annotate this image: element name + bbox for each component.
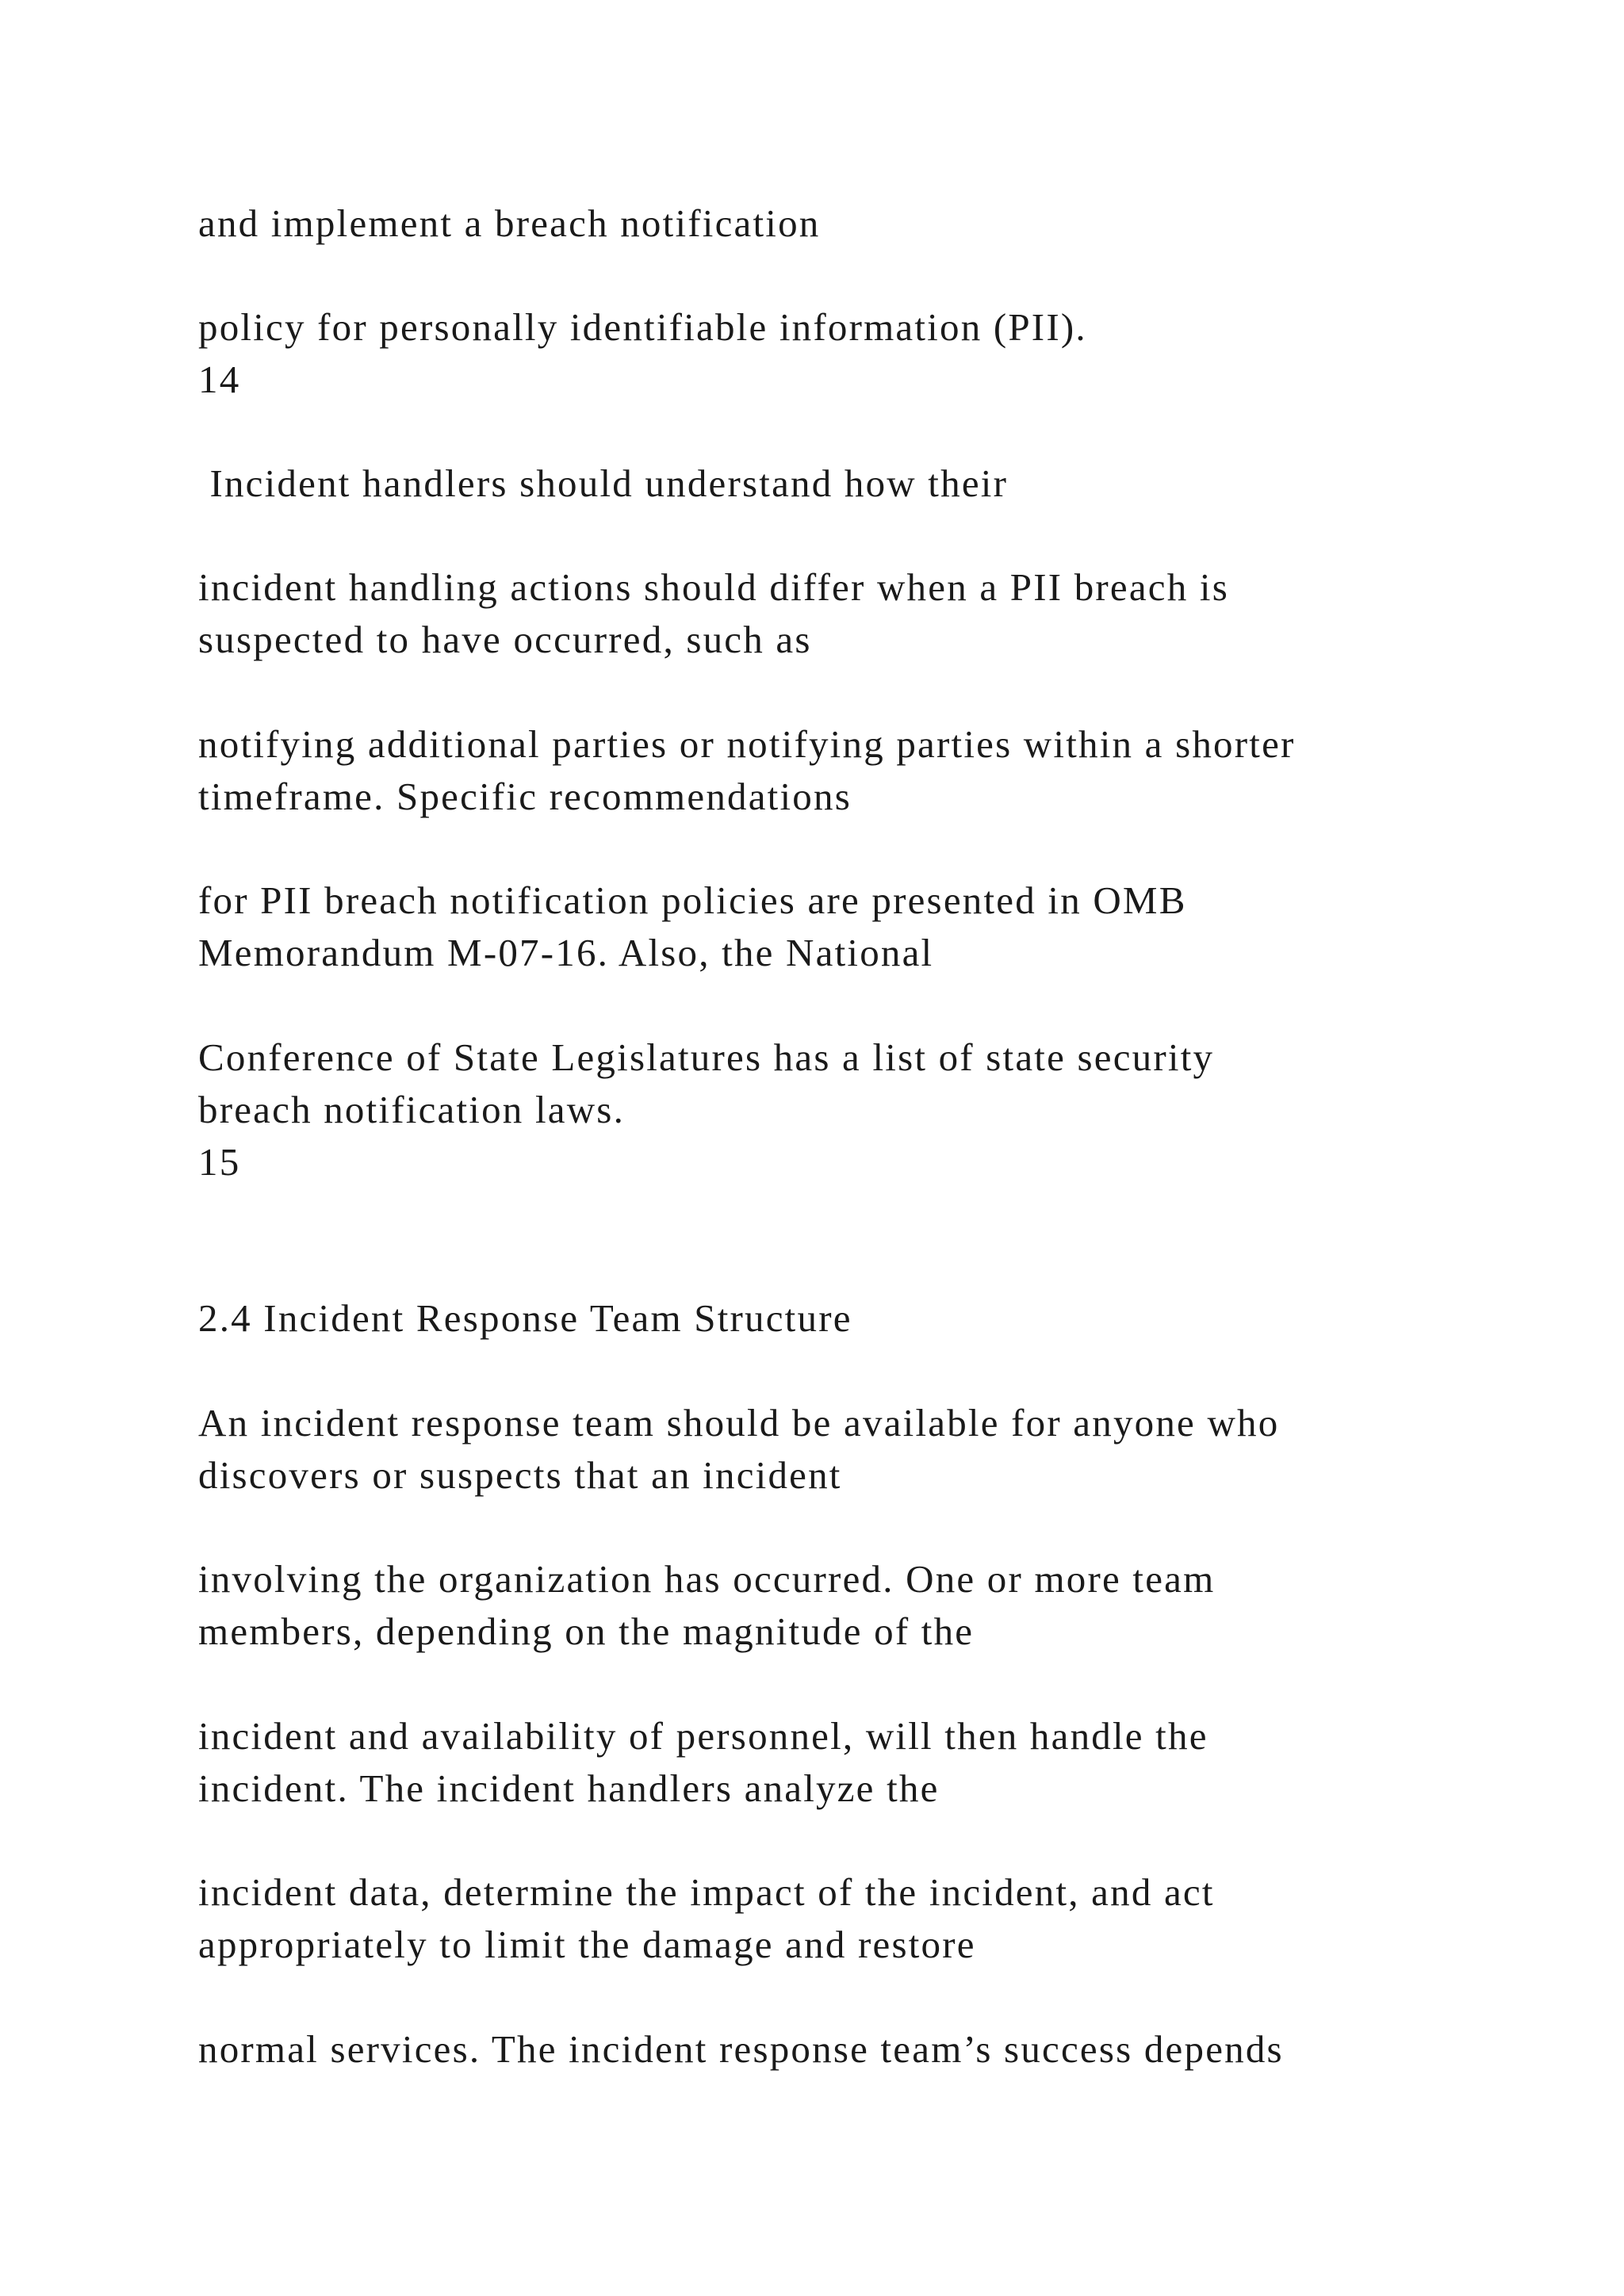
text-line: and implement a breach notification [198, 201, 821, 245]
text-line: incident handling actions should differ when a PII breach is [198, 565, 1229, 609]
section-heading: 2.4 Incident Response Team Structure [198, 1296, 852, 1340]
text-line: notifying additional parties or notifying parties within a shorter [198, 722, 1296, 766]
text-line: members, depending on the magnitude of the [198, 1609, 975, 1653]
text-line: normal services. The incident response team’s success depends [198, 2027, 1284, 2071]
text-line: timeframe. Specific recommendations [198, 775, 852, 818]
footnote-ref-15: 15 [198, 1140, 241, 1184]
text-line: incident. The incident handlers analyze the [198, 1766, 940, 1810]
text-line: appropriately to limit the damage and restore [198, 1923, 976, 1966]
text-line: Memorandum M-07-16. Also, the National [198, 931, 934, 974]
text-line: discovers or suspects that an incident [198, 1453, 842, 1497]
text-line: incident data, determine the impact of the incident, and act [198, 1870, 1215, 1914]
text-line: Incident handlers should understand how their [198, 461, 1009, 505]
footnote-ref-14: 14 [198, 358, 241, 401]
text-line: policy for personally identifiable information (PII). [198, 305, 1087, 349]
text-line: incident and availability of personnel, will then handle the [198, 1714, 1208, 1758]
text-line: for PII breach notification policies are presented in OMB [198, 878, 1187, 922]
text-line: An incident response team should be available for anyone who [198, 1401, 1280, 1445]
text-line: suspected to have occurred, such as [198, 618, 812, 661]
text-line: Conference of State Legislatures has a list of state security [198, 1035, 1215, 1079]
text-line: involving the organization has occurred. One or more team [198, 1557, 1216, 1601]
text-line: breach notification laws. [198, 1088, 626, 1131]
